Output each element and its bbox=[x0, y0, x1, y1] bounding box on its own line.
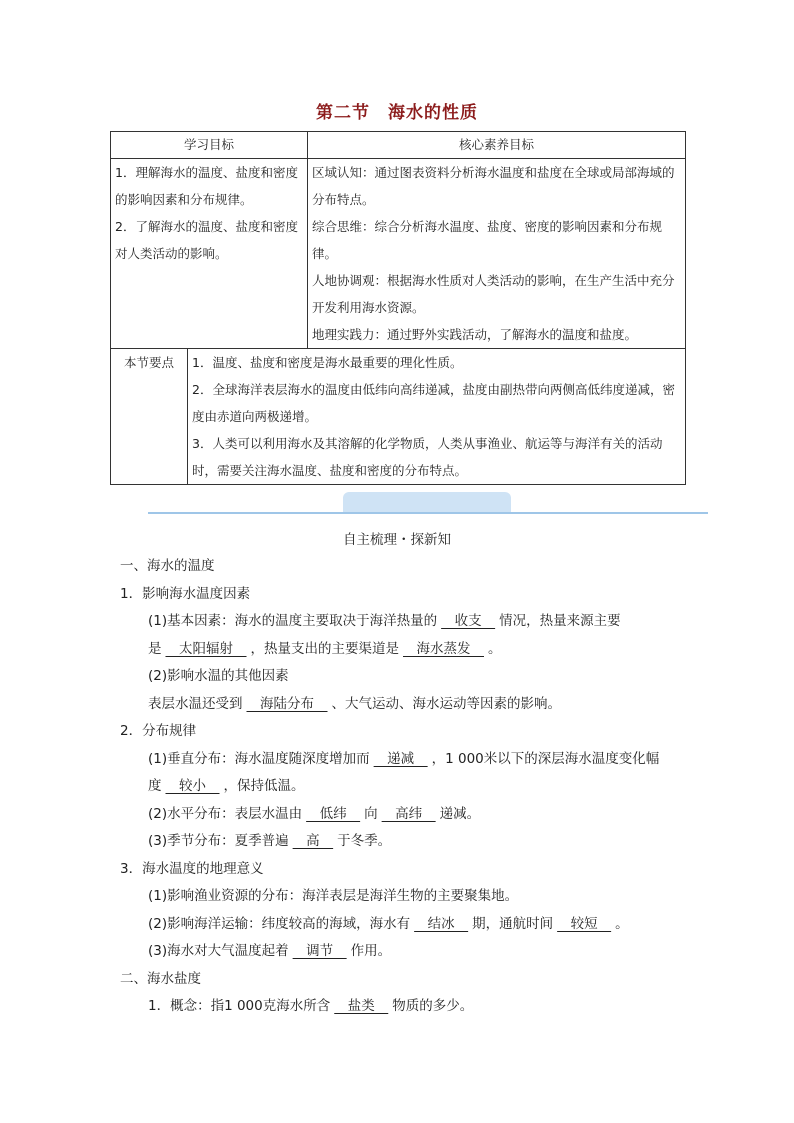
paragraph-horizontal: (2)水平分布：表层水温由 低纬 向 高纬 递减。 bbox=[148, 805, 481, 822]
subheading-factors: 1．影响海水温度因素 bbox=[120, 585, 251, 602]
learning-goals-cell bbox=[111, 159, 308, 349]
learning-goals-header: 学习目标 bbox=[111, 132, 308, 159]
key-point-item: 2．全球海洋表层海水的温度由低纬向高纬递减，盐度由副热带向两侧高低纬度递减，密度由赤道向两极递增。 bbox=[192, 382, 675, 424]
blank-answer: 递减 bbox=[373, 750, 428, 767]
blank-answer: 调节 bbox=[292, 943, 347, 959]
blank-answer: 较短 bbox=[557, 915, 612, 932]
blank-answer: 高纬 bbox=[381, 805, 436, 822]
literacy-goals-header: 核心素养目标 bbox=[308, 132, 686, 159]
paragraph-basic-factors: (1)基本因素：海水的温度主要取决于海洋热量的 收支 情况，热量来源主要是 太阳辐射 ，热量支出的主要渠道是 海水蒸发 。 bbox=[148, 613, 621, 657]
heading-sea-temperature: 一、海水的温度 bbox=[120, 558, 215, 574]
blank-answer: 海水蒸发 bbox=[403, 640, 484, 657]
learning-goal-item: 1．理解海水的温度、盐度和密度的影响因素和分布规律。 bbox=[115, 165, 298, 207]
paragraph-fishery: (1)影响渔业资源的分布：海洋表层是海洋生物的主要聚集地。 bbox=[148, 888, 519, 904]
section-divider-line bbox=[148, 512, 708, 514]
blank-answer: 低纬 bbox=[306, 805, 361, 822]
section-title: 自主梳理・探新知 bbox=[343, 532, 451, 548]
blank-answer: 盐类 bbox=[334, 998, 389, 1014]
paragraph-other-factors: (2)影响水温的其他因素 bbox=[148, 668, 289, 684]
blank-answer: 太阳辐射 bbox=[165, 640, 247, 657]
blank-answer: 结冰 bbox=[414, 915, 469, 932]
key-point-item: 1．温度、盐度和密度是海水最重要的理化性质。 bbox=[192, 355, 463, 370]
heading-salinity: 二、海水盐度 bbox=[120, 970, 201, 987]
objectives-table bbox=[110, 131, 686, 485]
paragraph-salinity-concept: 1．概念：指1 000克海水所含 盐类 物质的多少。 bbox=[148, 998, 474, 1014]
literacy-goal-item: 人地协调观：根据海水性质对人类活动的影响，在生产生活中充分开发利用海水资源。 bbox=[312, 273, 675, 315]
literacy-goal-item: 区域认知：通过图表资料分析海水温度和盐度在全球或局部海域的分布特点。 bbox=[312, 165, 675, 207]
main-content bbox=[120, 553, 680, 1021]
paragraph-shipping: (2)影响海洋运输：纬度较高的海域，海水有 结冰 期，通航时间 较短 。 bbox=[148, 915, 629, 932]
key-points-label: 本节要点 bbox=[111, 349, 188, 485]
paragraph-climate: (3)海水对大气温度起着 调节 作用。 bbox=[148, 943, 392, 959]
key-points-row bbox=[111, 349, 686, 485]
subheading-distribution: 2．分布规律 bbox=[120, 723, 197, 739]
literacy-goal-item: 地理实践力：通过野外实践活动，了解海水的温度和盐度。 bbox=[312, 327, 638, 342]
table-header-row bbox=[111, 132, 686, 159]
section-divider-tab bbox=[343, 492, 511, 512]
subheading-significance: 3．海水温度的地理意义 bbox=[120, 860, 264, 877]
paragraph-surface-temp: 表层水温还受到 海陆分布 、大气运动、海水运动等因素的影响。 bbox=[148, 695, 561, 712]
key-points-cell bbox=[188, 349, 686, 485]
blank-answer: 高 bbox=[292, 833, 334, 849]
key-point-item: 3．人类可以利用海水及其溶解的化学物质，人类从事渔业、航运等与海洋有关的活动时，需要关注海水温度、盐度和密度的分布特点。 bbox=[192, 436, 663, 478]
literacy-goal-item: 综合思维：综合分析海水温度、盐度、密度的影响因素和分布规律。 bbox=[312, 219, 663, 261]
learning-goal-item: 2．了解海水的温度、盐度和密度对人类活动的影响。 bbox=[115, 219, 298, 261]
paragraph-seasonal: (3)季节分布：夏季普遍 高 于冬季。 bbox=[148, 833, 392, 849]
page-title: 第二节 海水的性质 bbox=[316, 103, 478, 123]
paragraph-vertical: (1)垂直分布：海水温度随深度增加而 递减 ，1 000米以下的深层海水温度变化幅度 较小 ，保持低温。 bbox=[148, 750, 660, 794]
blank-answer: 收支 bbox=[441, 613, 496, 629]
literacy-goals-cell bbox=[308, 159, 686, 349]
blank-answer: 较小 bbox=[165, 778, 220, 794]
blank-answer: 海陆分布 bbox=[246, 695, 328, 712]
goals-row bbox=[111, 159, 686, 349]
